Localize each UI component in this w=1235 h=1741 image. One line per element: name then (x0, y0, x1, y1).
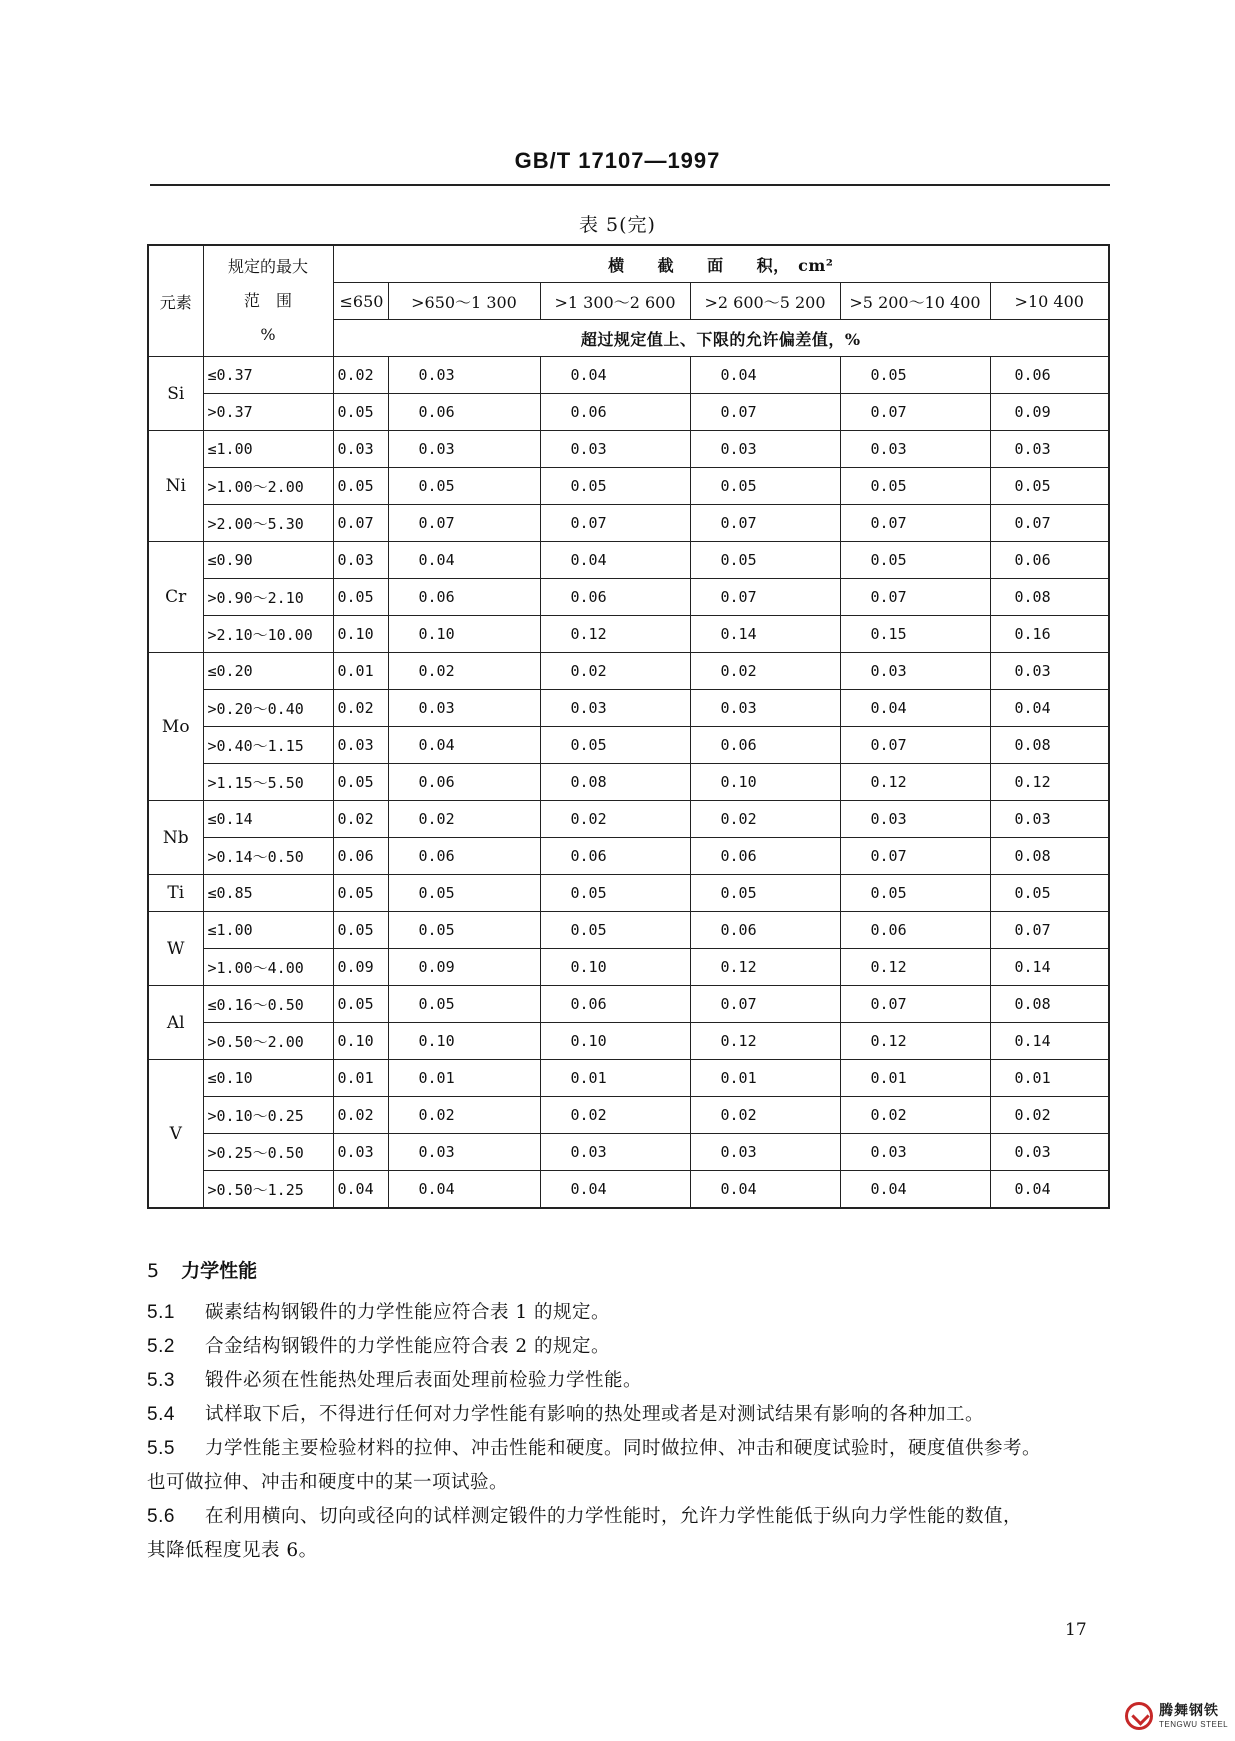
value-cell: 0.03 (840, 801, 990, 838)
value-cell: 0.05 (540, 912, 690, 949)
value-cell: 0.12 (690, 949, 840, 986)
value-cell: 0.05 (333, 986, 388, 1023)
value-cell: 0.02 (840, 1097, 990, 1134)
value-cell: 0.03 (388, 357, 540, 394)
page-number: 17 (1065, 1620, 1087, 1640)
paragraph-continuation: 也可做拉伸、冲击和硬度中的某一项试验。 (147, 1472, 509, 1493)
value-cell: 0.01 (840, 1060, 990, 1097)
value-cell: 0.04 (840, 1171, 990, 1209)
range-cell: >0.20～0.40 (203, 690, 333, 727)
table-row (148, 690, 1109, 727)
value-cell: 0.02 (540, 1097, 690, 1134)
value-cell: 0.03 (990, 801, 1109, 838)
value-cell: 0.06 (690, 727, 840, 764)
range-cell: >0.50～1.25 (203, 1171, 333, 1209)
range-cell: >1.00～4.00 (203, 949, 333, 986)
value-cell: 0.09 (388, 949, 540, 986)
range-cell: >1.15～5.50 (203, 764, 333, 801)
range-cell: >0.25～0.50 (203, 1134, 333, 1171)
range-cell: ≤1.00 (203, 912, 333, 949)
value-cell: 0.07 (690, 394, 840, 431)
paragraph (147, 1296, 1107, 1330)
range-cell: ≤0.37 (203, 357, 333, 394)
paragraph-number: 5.3 (147, 1370, 175, 1391)
value-cell: 0.07 (388, 505, 540, 542)
value-cell: 0.15 (840, 616, 990, 653)
range-cell: >2.00～5.30 (203, 505, 333, 542)
value-cell: 0.06 (333, 838, 388, 875)
value-cell: 0.12 (690, 1023, 840, 1060)
value-cell: 0.06 (840, 912, 990, 949)
table-row (148, 468, 1109, 505)
value-cell: 0.03 (840, 653, 990, 690)
table-row (148, 505, 1109, 542)
value-cell: 0.07 (690, 505, 840, 542)
range-header-unit: % (260, 325, 276, 344)
value-cell: 0.05 (333, 394, 388, 431)
table-row (148, 764, 1109, 801)
value-cell: 0.02 (333, 357, 388, 394)
area-header: 横 截 面 积， cm² (333, 245, 1109, 283)
value-cell: 0.05 (990, 875, 1109, 912)
value-cell: 0.10 (333, 616, 388, 653)
table-row (148, 875, 1109, 912)
value-cell: 0.08 (540, 764, 690, 801)
value-cell: 0.14 (690, 616, 840, 653)
table-row (148, 653, 1109, 690)
value-cell: 0.03 (840, 1134, 990, 1171)
header-rule (150, 184, 1110, 186)
value-cell: 0.03 (540, 431, 690, 468)
value-cell: 0.01 (990, 1060, 1109, 1097)
value-cell: 0.03 (388, 1134, 540, 1171)
standard-header: GB/T 17107—1997 (514, 148, 721, 173)
range-cell: ≤0.90 (203, 542, 333, 579)
value-cell: 0.05 (333, 912, 388, 949)
value-cell: 0.03 (690, 1134, 840, 1171)
value-cell: 0.01 (388, 1060, 540, 1097)
table-row (148, 579, 1109, 616)
value-cell: 0.07 (840, 579, 990, 616)
range-cell: >1.00～2.00 (203, 468, 333, 505)
value-cell: 0.06 (388, 579, 540, 616)
value-cell: 0.03 (388, 431, 540, 468)
value-cell: 0.07 (840, 838, 990, 875)
paragraph-text: 试样取下后，不得进行任何对力学性能有影响的热处理或者是对测试结果有影响的各种加工。 (205, 1404, 985, 1425)
range-cell: ≤0.85 (203, 875, 333, 912)
element-cell: Si (148, 357, 203, 431)
value-cell: 0.04 (840, 690, 990, 727)
area-col-header: >10 400 (990, 283, 1109, 320)
logo-name-en: TENGWU STEEL (1159, 1720, 1229, 1729)
value-cell: 0.07 (840, 727, 990, 764)
range-cell: >2.10～10.00 (203, 616, 333, 653)
value-cell: 0.02 (388, 801, 540, 838)
table-row (148, 727, 1109, 764)
value-cell: 0.05 (690, 542, 840, 579)
table-row (148, 394, 1109, 431)
value-cell: 0.05 (333, 468, 388, 505)
value-cell: 0.02 (333, 690, 388, 727)
value-cell: 0.02 (333, 1097, 388, 1134)
table-row (148, 1171, 1109, 1209)
paragraph-text: 在利用横向、切向或径向的试样测定锻件的力学性能时，允许力学性能低于纵向力学性能的数值， (205, 1506, 1023, 1527)
value-cell: 0.03 (333, 431, 388, 468)
value-cell: 0.04 (540, 542, 690, 579)
value-cell: 0.09 (990, 394, 1109, 431)
value-cell: 0.07 (840, 505, 990, 542)
value-cell: 0.12 (540, 616, 690, 653)
range-cell: ≤1.00 (203, 431, 333, 468)
value-cell: 0.08 (990, 579, 1109, 616)
value-cell: 0.05 (990, 468, 1109, 505)
value-cell: 0.07 (840, 986, 990, 1023)
table-row (148, 1023, 1109, 1060)
value-cell: 0.05 (333, 875, 388, 912)
value-cell: 0.03 (990, 431, 1109, 468)
value-cell: 0.03 (990, 653, 1109, 690)
value-cell: 0.04 (540, 1171, 690, 1209)
range-cell: >0.14～0.50 (203, 838, 333, 875)
range-cell: >0.50～2.00 (203, 1023, 333, 1060)
value-cell: 0.12 (840, 764, 990, 801)
value-cell: 0.03 (690, 431, 840, 468)
value-cell: 0.02 (388, 1097, 540, 1134)
value-cell: 0.06 (540, 838, 690, 875)
logo-name-cn: 腾舞钢铁 (1159, 1703, 1219, 1719)
value-cell: 0.05 (388, 468, 540, 505)
paragraph (147, 1432, 1107, 1500)
value-cell: 0.05 (840, 357, 990, 394)
value-cell: 0.03 (333, 542, 388, 579)
value-cell: 0.02 (540, 801, 690, 838)
section-heading (147, 1262, 257, 1281)
value-cell: 0.05 (840, 875, 990, 912)
value-cell: 0.06 (690, 912, 840, 949)
area-col-header: >2 600～5 200 (690, 283, 840, 320)
element-cell: Ni (148, 431, 203, 542)
table-row (148, 801, 1109, 838)
table-row (148, 1060, 1109, 1097)
logo-mark-icon (1125, 1702, 1153, 1730)
section-number: 5 (147, 1260, 160, 1282)
value-cell: 0.12 (990, 764, 1109, 801)
range-cell: ≤0.10 (203, 1060, 333, 1097)
table-row (148, 542, 1109, 579)
value-cell: 0.16 (990, 616, 1109, 653)
value-cell: 0.01 (333, 1060, 388, 1097)
range-cell: >0.90～2.10 (203, 579, 333, 616)
element-cell: Mo (148, 653, 203, 801)
value-cell: 0.10 (333, 1023, 388, 1060)
value-cell: 0.04 (690, 1171, 840, 1209)
range-cell: ≤0.16～0.50 (203, 986, 333, 1023)
table-row (148, 616, 1109, 653)
paragraph-continuation: 其降低程度见表 6。 (147, 1540, 318, 1561)
value-cell: 0.07 (690, 986, 840, 1023)
value-cell: 0.04 (388, 1171, 540, 1209)
value-cell: 0.05 (333, 764, 388, 801)
element-cell: W (148, 912, 203, 986)
brand-logo (1125, 1698, 1235, 1738)
value-cell: 0.06 (540, 986, 690, 1023)
value-cell: 0.03 (690, 690, 840, 727)
paragraph (147, 1330, 1107, 1364)
paragraph (147, 1500, 1107, 1568)
value-cell: 0.07 (540, 505, 690, 542)
value-cell: 0.03 (540, 690, 690, 727)
area-col-header: >650～1 300 (388, 283, 540, 320)
value-cell: 0.06 (990, 357, 1109, 394)
paragraph-number: 5.6 (147, 1506, 175, 1527)
value-cell: 0.02 (690, 801, 840, 838)
table-row (148, 949, 1109, 986)
value-cell: 0.08 (990, 727, 1109, 764)
value-cell: 0.05 (540, 727, 690, 764)
value-cell: 0.04 (990, 1171, 1109, 1209)
paragraph-number: 5.2 (147, 1336, 175, 1357)
value-cell: 0.01 (333, 653, 388, 690)
value-cell: 0.05 (388, 912, 540, 949)
table-row (148, 838, 1109, 875)
value-cell: 0.07 (840, 394, 990, 431)
value-cell: 0.08 (990, 986, 1109, 1023)
header-row-1 (148, 245, 1109, 283)
value-cell: 0.02 (690, 653, 840, 690)
element-cell: Nb (148, 801, 203, 875)
value-cell: 0.06 (388, 838, 540, 875)
value-cell: 0.14 (990, 949, 1109, 986)
value-cell: 0.10 (388, 616, 540, 653)
range-cell: >0.40～1.15 (203, 727, 333, 764)
paragraph-number: 5.1 (147, 1302, 175, 1323)
element-cell: Cr (148, 542, 203, 653)
value-cell: 0.12 (840, 949, 990, 986)
range-cell: >0.37 (203, 394, 333, 431)
table-row (148, 431, 1109, 468)
value-cell: 0.04 (990, 690, 1109, 727)
value-cell: 0.05 (540, 875, 690, 912)
value-cell: 0.10 (540, 949, 690, 986)
table-row (148, 1097, 1109, 1134)
paragraph (147, 1398, 1107, 1432)
range-cell: >0.10～0.25 (203, 1097, 333, 1134)
value-cell: 0.04 (540, 357, 690, 394)
value-cell: 0.02 (540, 653, 690, 690)
value-cell: 0.05 (333, 579, 388, 616)
value-cell: 0.07 (990, 505, 1109, 542)
value-cell: 0.01 (690, 1060, 840, 1097)
value-cell: 0.06 (388, 764, 540, 801)
value-cell: 0.02 (990, 1097, 1109, 1134)
value-cell: 0.09 (333, 949, 388, 986)
paragraph (147, 1364, 1107, 1398)
value-cell: 0.04 (388, 727, 540, 764)
table-row (148, 986, 1109, 1023)
deviation-header: 超过规定值上、下限的允许偏差值，% (333, 320, 1109, 357)
value-cell: 0.10 (690, 764, 840, 801)
value-cell: 0.12 (840, 1023, 990, 1060)
value-cell: 0.05 (840, 468, 990, 505)
value-cell: 0.05 (540, 468, 690, 505)
element-header: 元素 (148, 245, 203, 357)
value-cell: 0.08 (990, 838, 1109, 875)
paragraph-text: 碳素结构钢锻件的力学性能应符合表 1 的规定。 (205, 1302, 611, 1323)
value-cell: 0.05 (388, 875, 540, 912)
paragraph-number: 5.5 (147, 1438, 175, 1459)
table-caption: 表 5(完) (579, 214, 656, 236)
value-cell: 0.03 (840, 431, 990, 468)
range-header-line1: 规定的最大 (227, 257, 308, 276)
area-col-header: >1 300～2 600 (540, 283, 690, 320)
value-cell: 0.06 (388, 394, 540, 431)
value-cell: 0.10 (540, 1023, 690, 1060)
value-cell: 0.01 (540, 1060, 690, 1097)
table-row (148, 357, 1109, 394)
value-cell: 0.04 (690, 357, 840, 394)
element-cell: Ti (148, 875, 203, 912)
tolerance-table-wrapper (147, 244, 1108, 1209)
value-cell: 0.03 (388, 690, 540, 727)
value-cell: 0.06 (690, 838, 840, 875)
value-cell: 0.14 (990, 1023, 1109, 1060)
range-header-line2: 范 围 (243, 291, 292, 310)
range-cell: ≤0.20 (203, 653, 333, 690)
value-cell: 0.05 (690, 468, 840, 505)
value-cell: 0.02 (388, 653, 540, 690)
value-cell: 0.03 (990, 1134, 1109, 1171)
value-cell: 0.07 (990, 912, 1109, 949)
value-cell: 0.05 (388, 986, 540, 1023)
tolerance-table (147, 244, 1110, 1209)
value-cell: 0.05 (840, 542, 990, 579)
range-header (203, 245, 333, 357)
value-cell: 0.02 (333, 801, 388, 838)
range-cell: ≤0.14 (203, 801, 333, 838)
value-cell: 0.07 (690, 579, 840, 616)
table-row (148, 1134, 1109, 1171)
value-cell: 0.03 (333, 1134, 388, 1171)
value-cell: 0.02 (690, 1097, 840, 1134)
paragraph-number: 5.4 (147, 1404, 175, 1425)
value-cell: 0.04 (388, 542, 540, 579)
element-cell: Al (148, 986, 203, 1060)
paragraph-text: 锻件必须在性能热处理后表面处理前检验力学性能。 (205, 1370, 643, 1391)
paragraph-text: 力学性能主要检验材料的拉伸、冲击性能和硬度。同时做拉伸、冲击和硬度试验时，硬度值供参考。 (205, 1438, 1042, 1459)
element-cell: V (148, 1060, 203, 1209)
value-cell: 0.03 (540, 1134, 690, 1171)
value-cell: 0.04 (333, 1171, 388, 1209)
area-col-header: >5 200～10 400 (840, 283, 990, 320)
value-cell: 0.10 (388, 1023, 540, 1060)
table-row (148, 912, 1109, 949)
value-cell: 0.07 (333, 505, 388, 542)
value-cell: 0.03 (333, 727, 388, 764)
value-cell: 0.06 (540, 579, 690, 616)
value-cell: 0.06 (540, 394, 690, 431)
area-col-header: ≤650 (333, 283, 388, 320)
value-cell: 0.05 (690, 875, 840, 912)
paragraph-text: 合金结构钢锻件的力学性能应符合表 2 的规定。 (205, 1336, 611, 1357)
section-title: 力学性能 (181, 1260, 258, 1282)
value-cell: 0.06 (990, 542, 1109, 579)
